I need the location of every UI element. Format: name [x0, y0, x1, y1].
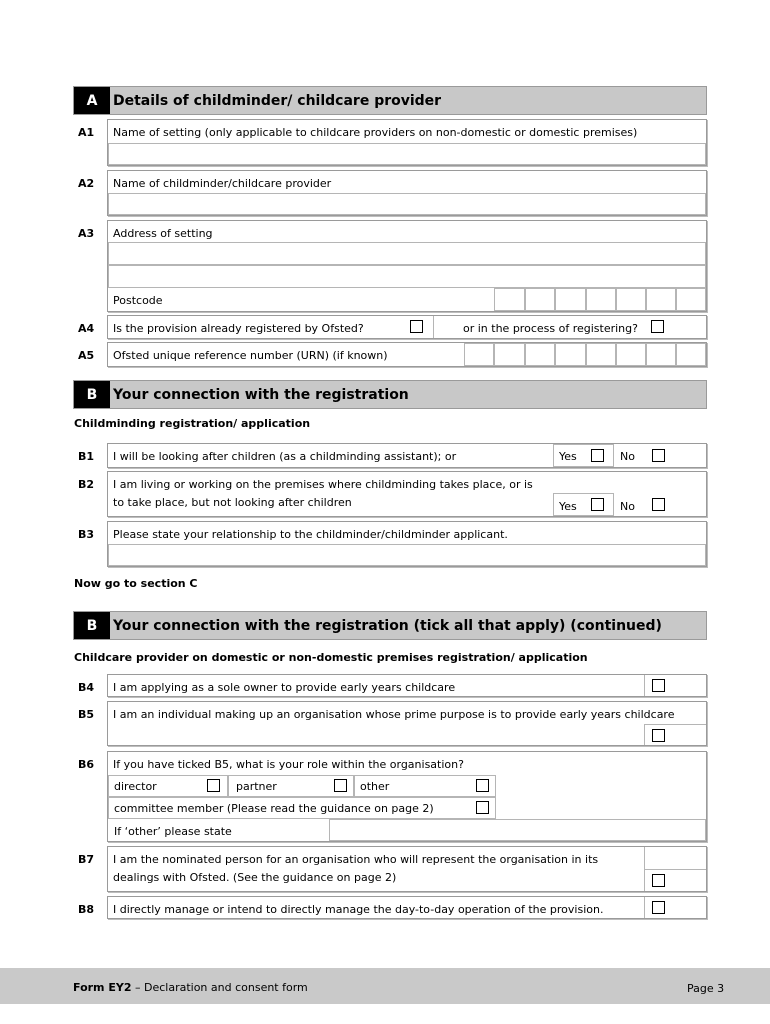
- footer-form-name: Form EY2: [73, 981, 132, 994]
- a3-number: A3: [78, 227, 95, 240]
- b2-no-label: No: [620, 500, 635, 513]
- postcode-cell[interactable]: [494, 288, 525, 311]
- section-b-subheading: Childminding registration/ application: [74, 417, 311, 430]
- urn-cell[interactable]: [646, 343, 676, 366]
- b2-line-2: to take place, but not looking after children: [113, 496, 352, 509]
- section-b-continued-letter: B: [74, 612, 110, 639]
- a2-label: Name of childminder/childcare provider: [113, 177, 332, 190]
- b6-partner-checkbox[interactable]: [334, 779, 347, 792]
- a4-in-process-checkbox[interactable]: [651, 320, 664, 333]
- a1-number: A1: [78, 126, 95, 139]
- a2-input[interactable]: [108, 193, 706, 215]
- b6-director-checkbox[interactable]: [207, 779, 220, 792]
- b1-no-checkbox[interactable]: [652, 449, 665, 462]
- b2-yes-checkbox[interactable]: [591, 498, 604, 511]
- b1-no-label: No: [620, 450, 635, 463]
- b5-number: B5: [78, 708, 95, 721]
- b6-partner-label: partner: [236, 780, 277, 793]
- section-b-continued-subheading: Childcare provider on domestic or non-domestic premises registration/ application: [74, 651, 588, 664]
- section-b-title: Your connection with the registration: [113, 386, 409, 403]
- a4-label: Is the provision already registered by Ofsted?: [113, 322, 364, 335]
- b8-divider: [644, 897, 645, 918]
- b1-number: B1: [78, 450, 95, 463]
- b5-checkbox[interactable]: [652, 729, 665, 742]
- postcode-cell[interactable]: [525, 288, 555, 311]
- b1-yes-checkbox[interactable]: [591, 449, 604, 462]
- b6-committee-label: committee member (Please read the guidance on page 2): [114, 802, 434, 815]
- b2-line-1: I am living or working on the premises where childminding takes place, or is: [113, 478, 533, 491]
- b8-label: I directly manage or intend to directly manage the day-to-day operation of the provision.: [113, 903, 604, 916]
- b6-number: B6: [78, 758, 95, 771]
- section-a-letter: A: [74, 87, 110, 114]
- postcode-cell[interactable]: [555, 288, 586, 311]
- footer-page-number: Page 3: [687, 982, 725, 995]
- urn-cell[interactable]: [676, 343, 706, 366]
- a4-number: A4: [78, 322, 95, 335]
- b7-checkbox-cell-divider: [644, 869, 706, 870]
- a5-label: Ofsted unique reference number (URN) (if known): [113, 349, 388, 362]
- urn-cell[interactable]: [616, 343, 646, 366]
- a1-label: Name of setting (only applicable to childcare providers on non-domestic or domestic premises): [113, 126, 638, 139]
- b7-checkbox[interactable]: [652, 874, 665, 887]
- b2-number: B2: [78, 478, 95, 491]
- a2-number: A2: [78, 177, 95, 190]
- section-b-continued-title: Your connection with the registration (tick all that apply) (continued): [113, 617, 662, 634]
- b3-label: Please state your relationship to the childminder/childminder applicant.: [113, 528, 508, 541]
- urn-cell[interactable]: [525, 343, 555, 366]
- postcode-cell[interactable]: [616, 288, 646, 311]
- a1-input[interactable]: [108, 143, 706, 165]
- a3-address-line-2[interactable]: [108, 265, 706, 288]
- b3-input[interactable]: [108, 544, 706, 566]
- b6-if-other-input[interactable]: [329, 819, 706, 841]
- postcode-cell[interactable]: [586, 288, 616, 311]
- urn-cell[interactable]: [586, 343, 616, 366]
- footer-form: [73, 981, 308, 994]
- postcode-cell[interactable]: [676, 288, 706, 311]
- section-a-title: Details of childminder/ childcare provider: [113, 92, 442, 109]
- b6-other-checkbox[interactable]: [476, 779, 489, 792]
- b4-divider: [644, 675, 645, 696]
- urn-cell[interactable]: [555, 343, 586, 366]
- b6-director-label: director: [114, 780, 157, 793]
- b1-yes-label: Yes: [559, 450, 577, 463]
- b2-no-checkbox[interactable]: [652, 498, 665, 511]
- b7-line-1: I am the nominated person for an organisation who will represent the organisation in its: [113, 853, 599, 866]
- a4-registered-checkbox[interactable]: [410, 320, 423, 333]
- b3-number: B3: [78, 528, 95, 541]
- b5-label: I am an individual making up an organisation whose prime purpose is to provide early years childcare: [113, 708, 675, 721]
- a4-label-2: or in the process of registering?: [463, 322, 638, 335]
- b8-number: B8: [78, 903, 95, 916]
- b1-label: I will be looking after children (as a childminding assistant); or: [113, 450, 457, 463]
- b6-if-other-label: If ‘other’ please state: [114, 825, 232, 838]
- urn-cell[interactable]: [464, 343, 494, 366]
- b7-number: B7: [78, 853, 95, 866]
- postcode-cell[interactable]: [646, 288, 676, 311]
- goto-section-c: Now go to section C: [74, 577, 198, 590]
- b6-other-label: other: [360, 780, 390, 793]
- a4-divider: [433, 316, 434, 338]
- b4-label: I am applying as a sole owner to provide early years childcare: [113, 681, 456, 694]
- b7-line-2: dealings with Ofsted. (See the guidance on page 2): [113, 871, 397, 884]
- a3-address-line-1[interactable]: [108, 242, 706, 265]
- b8-checkbox[interactable]: [652, 901, 665, 914]
- a3-postcode-label: Postcode: [113, 294, 163, 307]
- a5-number: A5: [78, 349, 95, 362]
- b6-committee-checkbox[interactable]: [476, 801, 489, 814]
- footer-form-description: – Declaration and consent form: [134, 981, 308, 994]
- a3-label: Address of setting: [113, 227, 213, 240]
- urn-cell[interactable]: [494, 343, 525, 366]
- b4-checkbox[interactable]: [652, 679, 665, 692]
- section-b-letter: B: [74, 381, 110, 408]
- b6-label: If you have ticked B5, what is your role within the organisation?: [113, 758, 464, 771]
- b4-number: B4: [78, 681, 95, 694]
- b2-yes-label: Yes: [559, 500, 577, 513]
